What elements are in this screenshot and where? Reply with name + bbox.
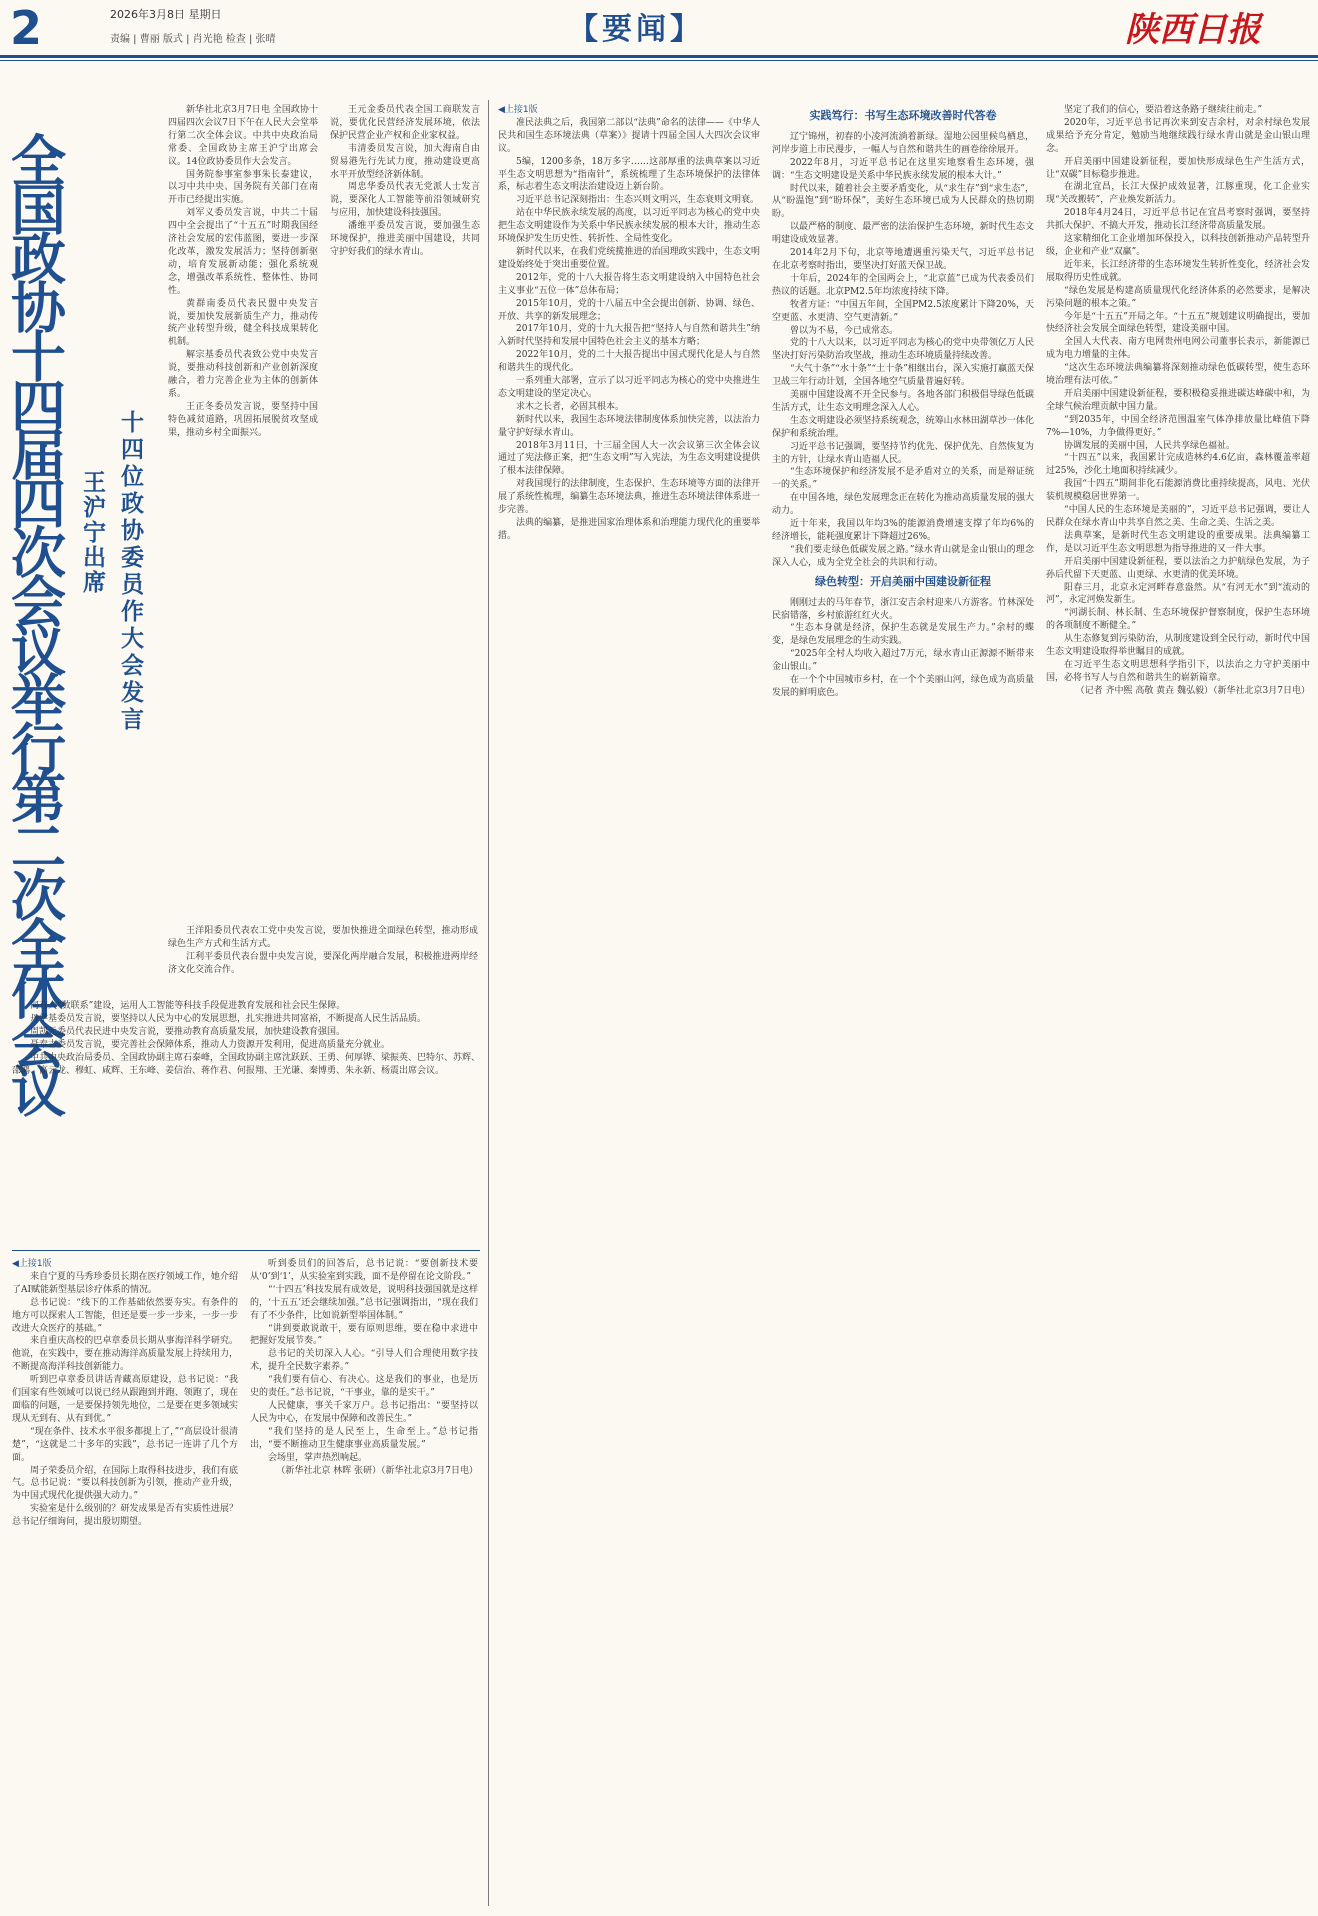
continued-marker: ◀上接1版 — [12, 1259, 52, 1269]
paragraph: 协调发展的美丽中国，人民共享绿色福祉。 — [1064, 440, 1236, 451]
paragraph: 党的十八大以来，以习近平同志为核心的党中央带领亿万人民坚决打好污染防治攻坚战，推动生态环境质量持续改善。 — [772, 338, 1034, 362]
article-signature: （新华社北京 林晖 张研）（新华社北京3月7日电） — [276, 1465, 478, 1476]
headline-byline: 王沪宁出席 — [79, 470, 105, 595]
paragraph: 听到委员们的回答后，总书记说：“要创新技术要从‘0’到‘1’，从实验室到实践，面不是停留在论文阶段。” — [250, 1259, 478, 1282]
paragraph: 近十年来，我国以年均3%的能源消费增速支撑了年均6%的经济增长，能耗强度累计下降超过26%。 — [772, 519, 1034, 542]
article-lead: 新华社北京3月7日电 全国政协十四届四次会议7日下午在人民大会堂举行第二次全体会议。中共中央政治局常委、全国政协主席王沪宁出席会议。14位政协委员作大会发言。 — [168, 105, 318, 167]
paragraph: “这次生态环境法典编纂将深刻推动绿色低碳转型，使生态环境治理有法可依。” — [1046, 363, 1310, 387]
paragraph: 站在中华民族永续发展的高度，以习近平同志为核心的党中央把生态文明建设作为关系中华民族永续发展的根本大计，推动生态环境保护发生历史性、转折性、全局性变化。 — [498, 208, 760, 245]
paragraph: “我们坚持的是人民至上，生命至上。”总书记指出，“要不断推动卫生健康事业高质量发展。” — [250, 1426, 478, 1450]
attendees-paragraph: 中共中央政治局委员、全国政协副主席石泰峰，全国政协副主席沈跃跃、王勇、何厚铧、梁振英、巴特尔、苏辉、邵鸿、高云龙、穆虹、咸辉、王东峰、姜信治、蒋作君、何报翔、王光谦、秦博勇、朱永新、杨震出席会议。 — [12, 1052, 480, 1076]
paragraph: 习近平总书记深刻指出：生态兴则文明兴，生态衰则文明衰。 — [516, 195, 760, 206]
paragraph: 新时代以来，在我们党统揽推进的治国理政实践中，生态文明建设始终处于突出重要位置。 — [498, 246, 760, 270]
article-column-3 — [498, 104, 760, 1908]
paragraph: 江利平委员代表台盟中央发言说，要深化两岸融合发展，积极推进两岸经济文化交流合作。 — [168, 951, 478, 975]
paragraph: 丹学基委员发言说，要坚持以人民为中心的发展思想，扎实推进共同富裕，不断提高人民生活品质。 — [30, 1013, 427, 1024]
paragraph: 开启美丽中国建设新征程，要加快形成绿色生产生活方式，让“双碳”目标稳步推进。 — [1046, 156, 1310, 180]
paragraph: 习近平总书记强调，要坚持节约优先、保护优先、自然恢复为主的方针，让绿水青山造福人民。 — [772, 441, 1034, 465]
paragraph: “我们要有信心、有决心。这是我们的事业，也是历史的责任。”总书记说，“干事业，靠的是实干。” — [250, 1375, 478, 1399]
paragraph: 2012年，党的十八大报告将生态文明建设纳入中国特色社会主义事业“五位一体”总体布局； — [498, 272, 760, 296]
paragraph: 近年来，长江经济带的生态环境发生转折性变化，经济社会发展取得历史性成就。 — [1046, 259, 1310, 283]
paragraph: “生态本身就是经济，保护生态就是发展生产力。”余村的蝶变，是绿色发展理念的生动实践。 — [772, 623, 1034, 647]
paragraph: 2015年10月，党的十八届五中全会提出创新、协调、绿色、开放、共享的新发展理念； — [498, 298, 760, 322]
paragraph: 这家精细化工企业增加环保投入，以科技创新推动产品转型升级，企业和产业“双赢”。 — [1046, 234, 1310, 257]
paragraph: 准民法典之后，我国第二部以“法典”命名的法律——《中华人民共和国生态环境法典（草案）》提请十四届全国人大四次会议审议。 — [498, 117, 760, 154]
paragraph: 刚刚过去的马年春节，浙江安吉余村迎来八方游客。竹林深处民宿错落，乡村旅游红红火火。 — [772, 597, 1034, 621]
paragraph: 法典的编纂，是推进国家治理体系和治理能力现代化的重要举措。 — [498, 518, 760, 541]
paragraph: 2017年10月，党的十九大报告把“坚持人与自然和谐共生”纳入新时代坚持和发展中国特色社会主义的基本方略； — [498, 324, 760, 348]
paragraph: 时代以来，随着社会主要矛盾变化，从“求生存”到“求生态”，从“盼温饱”到“盼环保”，美好生态环境已成为人民群众的热切期盼。 — [772, 183, 1034, 220]
editor-credits: 责编 | 曹丽 版式 | 肖光艳 检查 | 张晴 — [110, 34, 276, 45]
paragraph: 一系列重大部署，宣示了以习近平同志为核心的党中央推进生态文明建设的坚定决心。 — [498, 376, 760, 399]
paragraph: 阳春三月，北京永定河畔春意盎然。从“有河无水”到“流动的河”，永定河焕发新生。 — [1046, 582, 1310, 606]
paragraph: 总书记说：“线下的工作基础依然要夯实。有条件的地方可以探索人工智能，但还是要一步一步来，一步一步改进大众医疗的基础。” — [12, 1297, 238, 1334]
article-column-4 — [772, 104, 1034, 1908]
paragraph: 会场里，掌声热烈响起。 — [268, 1452, 368, 1463]
section-subheading: 绿色转型：开启美丽中国建设新征程 — [815, 574, 991, 588]
paragraph: “大气十条”“水十条”“土十条”相继出台，深入实施打赢蓝天保卫战三年行动计划，全国各地空气质量普遍好转。 — [772, 364, 1034, 388]
paragraph: 开启美丽中国建设新征程，要以法治之力护航绿色发展，为子孙后代留下天更蓝、山更绿、水更清的优美环境。 — [1046, 556, 1310, 580]
paragraph: 国务院参事室参事朱长泰建议，以习中共中央、国务院有关部门在南开市已经提出实施。 — [168, 169, 318, 206]
paragraph: 对我国现行的法律制度，生态保护、生态环境等方面的法律开展了系统性梳理，编纂生态环境法典，推进生态环境法律体系进一步完善。 — [498, 479, 760, 516]
article-column-1b — [168, 925, 478, 1000]
issue-date: 2026年3月8日 星期日 — [110, 8, 222, 21]
paragraph: 十年后，2024年的全国两会上，“北京蓝”已成为代表委员们热议的话题。北京PM2.5年均浓度持续下降。 — [772, 273, 1034, 297]
paragraph: 法典草案，是新时代生态文明建设的重要成果。法典编纂工作，是以习近平生态文明思想为指导推进的又一件大事。 — [1046, 530, 1310, 554]
paragraph: “河湖长制、林长制、生态环境保护督察制度，保护生态环境的各项制度不断健全。” — [1046, 608, 1310, 632]
paragraph: 人民健康，事关千家万户。总书记指出：“要坚持以人民为中心，在发展中保障和改善民生。” — [250, 1400, 478, 1424]
paragraph: 2018年4月24日，习近平总书记在宜昌考察时强调，要坚持共抓大保护、不搞大开发，推动长江经济带高质量发展。 — [1046, 208, 1310, 232]
main-headline: 全国政协十四届四次会议举行第二次全体会议 — [2, 132, 66, 1112]
paragraph: 以最严格的制度、最严密的法治保护生态环境，新时代生态文明建设成效显著。 — [772, 222, 1034, 246]
paragraph: “十四五”以来，我国累计完成造林约4.6亿亩，森林覆盖率超过25%，沙化土地面积持续减少。 — [1046, 453, 1310, 477]
paragraph: 美丽中国建设离不开全民参与。各地各部门积极倡导绿色低碳生活方式，让生态文明理念深入人心。 — [772, 390, 1034, 413]
paragraph: 2020年，习近平总书记再次来到安吉余村，对余村绿色发展成果给予充分肯定，勉励当地继续践行绿水青山就是金山银山理念。 — [1046, 117, 1310, 154]
paragraph: 实验室是什么级别的？研发成果是否有实质性进展？总书记仔细询问，提出殷切期望。 — [12, 1504, 238, 1528]
article-column-b1 — [12, 1258, 238, 1908]
paragraph: 周忠华委员代表无党派人士发言说，要深化人工智能等前沿领域研究与应用，加快建设科技强国。 — [330, 182, 480, 219]
paragraph: “讲到要敢说敢干，要有原则思维，要在稳中求进中把握好发展节奏。” — [250, 1323, 478, 1347]
paragraph: 2022年10月，党的二十大报告提出中国式现代化是人与自然和谐共生的现代化。 — [498, 350, 760, 374]
paragraph: 牧者方证：“中国五年间，全国PM2.5浓度累计下降20%，天空更蓝、水更清、空气更清新。” — [772, 299, 1034, 323]
paragraph: 在习近平生态文明思想科学指引下，以法治之力守护美丽中国，必将书写人与自然和谐共生的崭新篇章。 — [1046, 659, 1310, 683]
paragraph: 王洋阳委员代表农工党中央发言说，要加快推进全面绿色转型，推动形成绿色生产方式和生活方式。 — [168, 926, 478, 949]
paragraph: 黄群南委员代表民盟中央发言说，要加快发展新质生产力，推动传统产业转型升级，健全科技成果转化机制。 — [168, 298, 318, 348]
paragraph: 我国“十四五”期间非化石能源消费比重持续提高，风电、光伏装机规模稳居世界第一。 — [1046, 479, 1310, 503]
section-subheading: 实践笃行：书写生态环境改善时代答卷 — [809, 109, 997, 122]
paragraph: “生态环境保护和经济发展不是矛盾对立的关系，而是辩证统一的关系。” — [772, 467, 1034, 491]
article-column-1 — [168, 104, 318, 922]
paragraph: 曾以为不易，今已成常态。 — [790, 325, 899, 336]
paragraph: “绿色发展是构建高质量现代化经济体系的必然要求，是解决污染问题的根本之策。” — [1046, 285, 1310, 309]
paragraph: 今年是“十五五”开局之年。“十五五”规划建议明确提出，要加快经济社会发展全面绿色转型，建设美丽中国。 — [1046, 311, 1310, 335]
paragraph: 潘维平委员发言说，要加强生态环境保护，推进美丽中国建设，共同守护好我们的绿水青山。 — [330, 221, 480, 257]
paragraph: 总书记的关切深入人心。“引导人们合理使用数字技术，提升全民数字素养。” — [250, 1349, 478, 1373]
article-full-width-block — [12, 1000, 480, 1240]
paragraph: 聂奉志委员发言说，要完善社会保障体系，推动人力资源开发利用，促进高质量充分就业。 — [30, 1039, 391, 1050]
section-title: 【要闻】 — [568, 12, 704, 47]
paragraph: 同有人“数联系”建设，运用人工智能等科技手段促进教育发展和社会民生保障。 — [30, 1001, 346, 1011]
sub-headline: 十四位政协委员作大会发言 — [117, 410, 143, 734]
page-number: 2 — [10, 1, 43, 55]
article-signature: （记者 齐中熙 高敬 黄垚 魏弘毅）（新华社北京3月7日电） — [1075, 685, 1310, 696]
paragraph: 来自重庆高校的巴卓章委员长期从事海洋科学研究。他说，在实践中，要在推动海洋高质量发展上持续用力，不断提高海洋科技创新能力。 — [12, 1336, 238, 1373]
paragraph: 听到巴卓章委员讲话青藏高原建设，总书记说：“我们国家有些领域可以说已经从跟跑到并跑、领跑了，现在面临的问题，一是要保持领先地位，二是要在更多领域实现从无到有、从有到优。” — [12, 1375, 238, 1424]
paragraph: 在一个个中国城市乡村，在一个个美丽山河，绿色成为高质量发展的鲜明底色。 — [772, 675, 1034, 698]
article-column-5 — [1046, 104, 1310, 1908]
paragraph: 在湖北宜昌，长江大保护成效显著，江豚重现，化工企业实现“关改搬转”，产业焕发新活力。 — [1046, 182, 1310, 206]
paragraph: 解宗基委员代表致公党中央发言说，要推动科技创新和产业创新深度融合，着力完善企业为主体的创新体系。 — [168, 350, 318, 399]
paragraph: 2022年8月，习近平总书记在这里实地察看生态环境，强调：“生态文明建设是关系中华民族永续发展的根本大计。” — [772, 157, 1034, 181]
paragraph: “我们要走绿色低碳发展之路。”绿水青山就是金山银山的理念深入人心，成为全党全社会的共识和行动。 — [772, 544, 1034, 568]
column-divider — [488, 100, 489, 1906]
paragraph: 全国人大代表、南方电网贵州电网公司董事长表示，新能源已成为电力增量的主体。 — [1046, 337, 1310, 361]
paragraph: 韦清委员发言说，加大海南自由贸易港先行先试力度，推动建设更高水平开放型经济新体制。 — [330, 143, 480, 180]
paragraph: 周子荣委员介绍，在国际上取得科技进步，我们有底气。总书记说：“要以科技创新为引领，推动产业升级，为中国式现代化提供强大动力。” — [12, 1465, 238, 1502]
article-column-2 — [330, 104, 480, 922]
paragraph: “‘十四五’科技发展有成效是，说明科技强国就是这样的，‘十五五’还会继续加强。”总书记强调指出，“现在我们有了不少条件，比如说新型举国体制。” — [250, 1284, 478, 1321]
paragraph: 新时代以来，我国生态环境法律制度体系加快完善，以法治力量守护好绿水青山。 — [498, 414, 760, 438]
paragraph: 2014年2月下旬，北京等地遭遇重污染天气，习近平总书记在北京考察时指出，要坚决打好蓝天保卫战。 — [772, 248, 1034, 271]
newspaper-logo: 陕西日报 — [1125, 10, 1261, 50]
paragraph: 开启美丽中国建设新征程，要积极稳妥推进碳达峰碳中和，为全球气候治理贡献中国力量。 — [1046, 388, 1310, 412]
header-rule-thin — [0, 60, 1318, 61]
continued-marker: ◀上接1版 — [498, 105, 538, 115]
paragraph: 5编，1200多条，18万多字……这部厚重的法典草案以习近平生态文明思想为“指南针”，系统梳理了生态环境保护的法律体系，标志着生态文明法治建设迈上新台阶。 — [498, 156, 760, 193]
paragraph: “到2035年，中国全经济范围温室气体净排放量比峰值下降7%—10%，力争做得更好。” — [1046, 414, 1310, 438]
paragraph: 王正冬委员发言说，要坚持中国特色减贫道路，巩固拓展脱贫攻坚成果，推动乡村全面振兴。 — [168, 401, 318, 438]
paragraph: 刘军义委员发言说，中共二十届四中全会提出了“十五五”时期我国经济社会发展的宏伟蓝图，要进一步深化改革，激发发展活力；坚持创新驱动，培育发展新动能；强化系统观念，增强改革系统性、整体性、协同性。 — [168, 208, 318, 296]
paragraph: 在中国各地，绿色发展理念正在转化为推动高质量发展的强大动力。 — [772, 493, 1034, 517]
paragraph: “2025年全村人均收入超过7万元，绿水青山正源源不断带来金山银山。” — [772, 649, 1034, 673]
paragraph: 坚定了我们的信心，要沿着这条路子继续往前走。” — [1064, 105, 1263, 115]
paragraph: 辽宁锦州，初春的小凌河流淌着新绿。湿地公园里候鸟栖息，河岸步道上市民漫步，一幅人与自然和谐共生的画卷徐徐展开。 — [772, 131, 1034, 155]
paragraph: “中国人民的生态环境是美丽的”，习近平总书记强调，要让人民群众在绿水青山中共享自然之美、生命之美、生活之美。 — [1046, 505, 1310, 528]
paragraph: 王元金委员代表全国工商联发言说，要优化民营经济发展环境，依法保护民营企业产权和企业家权益。 — [330, 105, 480, 141]
paragraph: 生态文明建设必须坚持系统观念，统筹山水林田湖草沙一体化保护和系统治理。 — [772, 415, 1034, 439]
paragraph: “现在条件、技术水平很多都提上了，”“高层设计很清楚”，“这就是二十多年的实践”，总书记一连讲了几个方面。 — [12, 1426, 238, 1463]
paragraph: 从生态修复到污染防治，从制度建设到全民行动，新时代中国生态文明建设取得举世瞩目的成就。 — [1046, 634, 1310, 658]
article-divider — [12, 1250, 480, 1251]
paragraph: 2018年3月11日，十三届全国人大一次会议第三次全体会议通过了宪法修正案，把“生态文明”写入宪法，为生态文明建设提供了根本法律保障。 — [498, 440, 760, 477]
header-rule — [0, 55, 1318, 58]
paragraph: 来自宁夏的马秀珍委员长期在医疗领域工作，她介绍了AI赋能新型基层诊疗体系的情况。 — [12, 1271, 238, 1295]
article-column-b2 — [250, 1258, 478, 1908]
paragraph: 周凯元委员代表民进中央发言说，要推动教育高质量发展，加快建设教育强国。 — [30, 1026, 346, 1037]
paragraph: 求木之长者，必固其根本。 — [516, 401, 625, 412]
